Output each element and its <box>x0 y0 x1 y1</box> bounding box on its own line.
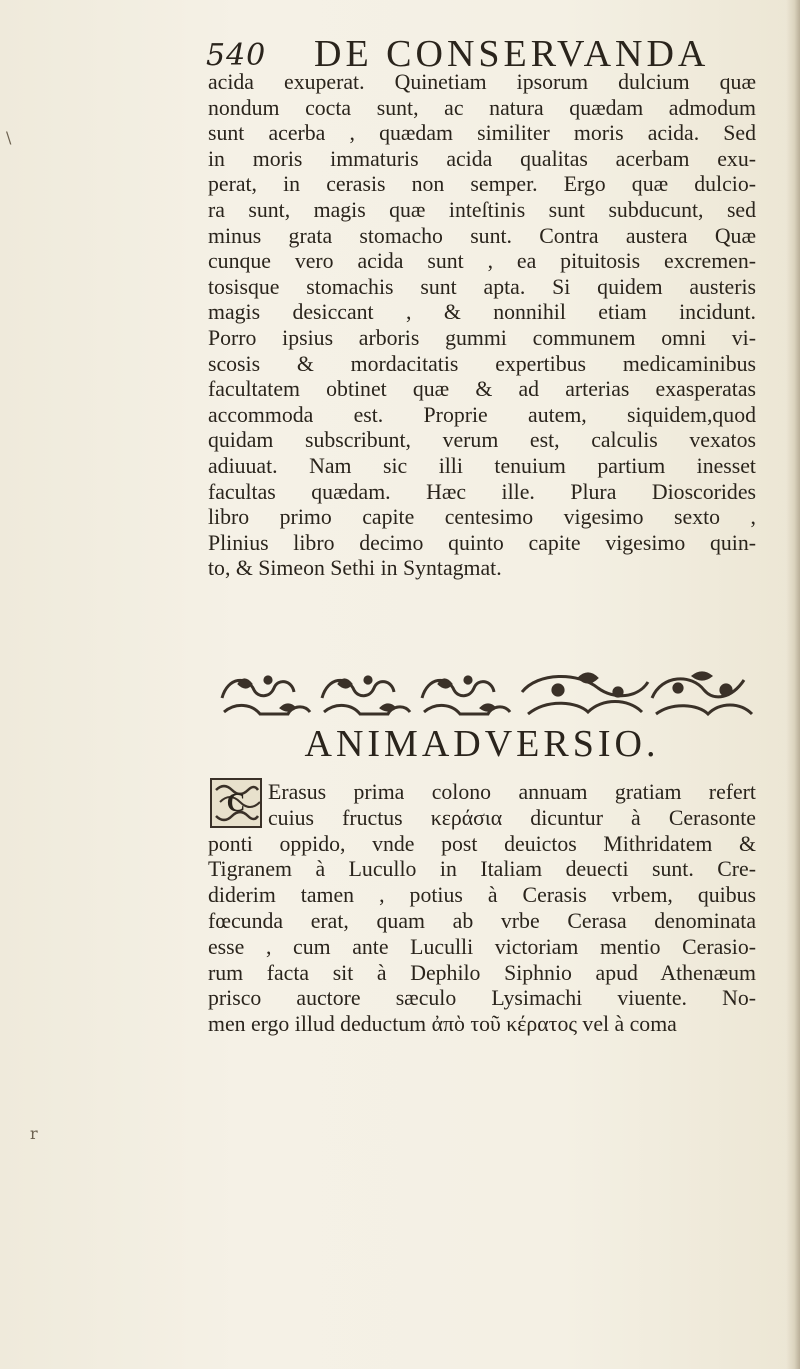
text-line: cunque vero acida sunt , ea pituitosis excremen- <box>208 249 756 274</box>
text-line: diderim tamen , potius à Cerasis vrbem, quibus <box>208 883 756 908</box>
text-line: adiuuat. Nam sic illi tenuium partium inesset <box>208 453 756 478</box>
text-line: accommoda est. Proprie autem, siquidem,quod <box>208 402 756 427</box>
text-line: fœcunda erat, quam ab vrbe Cerasa denominata <box>208 908 756 933</box>
margin-mark: r <box>30 1124 38 1143</box>
text-line: nondum cocta sunt, ac natura quædam admodum <box>208 95 756 120</box>
section-title: ANIMADVERSIO. <box>304 723 660 765</box>
initial-letter-text: C <box>226 788 246 817</box>
text-line: Tigranem à Lucullo in Italiam deuecti sunt. Cre- <box>208 857 756 882</box>
text-line: perat, in cerasis non semper. Ergo quæ dulcio- <box>208 172 756 197</box>
text-line: Plinius libro decimo quinto capite vigesimo quin- <box>208 530 756 555</box>
text-line: Erasus prima colono annuam gratiam refert <box>268 780 756 804</box>
text-line: Porro ipsius arboris gummi communem omni vi- <box>208 325 756 350</box>
text-line: esse , cum ante Luculli victoriam mentio Cerasio- <box>208 934 756 959</box>
text-line: scosis & mordacitatis expertibus medicaminibus <box>208 351 756 376</box>
page-header <box>206 30 726 74</box>
text-line: sunt acerba , quædam similiter moris acida. Sed <box>208 121 756 146</box>
text-line: prisco auctore sæculo Lysimachi viuente. No- <box>208 986 756 1011</box>
decorative-ornament-band <box>218 668 754 720</box>
running-title: DE CONSERVANDA <box>314 33 710 75</box>
body-paragraph <box>208 70 756 582</box>
text-line: ra sunt, magis quæ inteſtinis sunt subducunt, sed <box>208 197 756 222</box>
text-line: in moris immaturis acida qualitas acerbam exu- <box>208 146 756 171</box>
page-edge-shadow <box>786 0 800 1369</box>
text-line: magis desiccant , & nonnihil etiam incidunt. <box>208 300 756 325</box>
text-line: to, & Simeon Sethi in Syntagmat. <box>208 556 502 581</box>
text-line: men ergo illud deductum ἀπὸ τοῦ κέρατος vel à coma <box>208 1012 677 1037</box>
page-number: 540 <box>206 38 267 73</box>
text-line: cuius fructus κεράσια dicuntur à Cerasonte <box>268 805 756 830</box>
text-line: ponti oppido, vnde post deuictos Mithridatem & <box>208 831 756 856</box>
margin-mark: \ <box>6 128 12 147</box>
text-line: rum facta sit à Dephilo Siphnio apud Athenæum <box>208 960 756 985</box>
text-line: minus grata stomacho sunt. Contra austera Quæ <box>208 223 756 248</box>
text-line: acida exuperat. Quinetiam ipsorum dulcium quæ <box>208 70 756 94</box>
text-line: facultas quædam. Hæc ille. Plura Dioscorides <box>208 479 756 504</box>
text-line: facultatem obtinet quæ & ad arterias exasperatas <box>208 377 756 402</box>
animadversio-paragraph <box>208 780 756 1038</box>
text-line: libro primo capite centesimo vigesimo sexto , <box>208 505 756 530</box>
text-line: quidam subscribunt, verum est, calculis vexatos <box>208 428 756 453</box>
text-line: tosisque stomachis sunt apta. Si quidem austeris <box>208 274 756 299</box>
